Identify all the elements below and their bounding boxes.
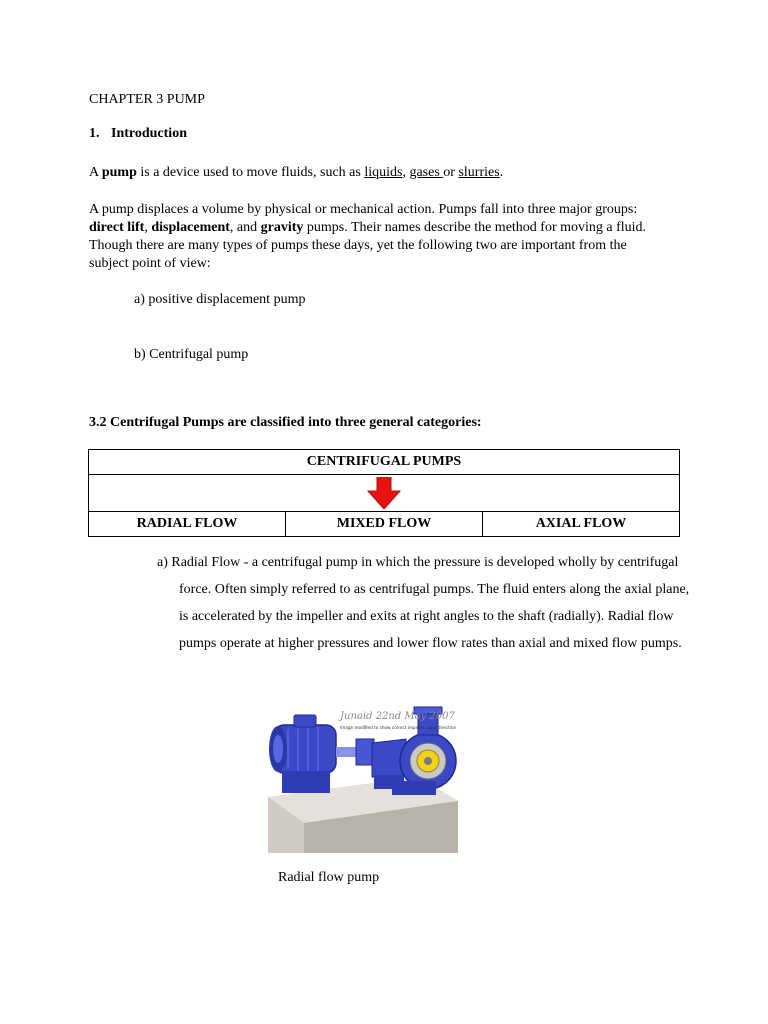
intro-heading [89,125,187,143]
image-watermark: Junaid 22nd May 2007 [340,711,455,722]
chapter-title: CHAPTER 3 PUMP [89,92,205,107]
term-gravity: gravity [260,220,304,235]
link-slurries[interactable]: slurries [458,165,500,180]
category-mixed-flow: MIXED FLOW [286,512,483,537]
link-gases[interactable]: gases [409,165,444,180]
term-displacement: displacement [151,220,230,235]
text-span: . [499,165,504,180]
table-categories-row [89,512,680,537]
intro-heading-text: Introduction [111,126,187,141]
radial-flow-pump-image [268,705,458,853]
list-item-positive-displacement: a) positive displacement pump [134,292,306,307]
text-span: , and [229,220,261,235]
radial-flow-description: a) Radial Flow - a centrifugal pump in which the pressure is developed wholly by centrifugal force. Often simply referred to as centrifugal pumps. The fluid enters along the axial plane, is accelerated by the impeller and exits at right angles to the shaft (radially). Radial flow pumps operate at higher pressures and lower flow rates than axial and mixed flow pumps. [157,555,690,651]
table-title: CENTRIFUGAL PUMPS [89,450,680,475]
text-span: , [402,165,410,180]
term-pump: pump [101,165,137,180]
classification-table [88,449,680,537]
category-axial-flow: AXIAL FLOW [483,512,680,537]
table-arrow-row [89,475,680,512]
list-item-centrifugal: b) Centrifugal pump [134,347,249,362]
text-span: pumps. Their names describe the method for moving a fluid. Though there are many types of pumps these days, yet the following two are important from the subject point of view: [89,220,647,271]
intro-paragraph-1 [89,164,503,182]
text-span: or [443,165,459,180]
figure-caption: Radial flow pump [278,870,380,885]
intro-paragraph-2 [89,201,661,273]
table-header-row [89,450,680,475]
down-arrow-icon [366,477,402,509]
pump-illustration [268,705,458,853]
intro-number: 1. [89,126,100,141]
section-heading: 3.2 Centrifugal Pumps are classified into three general categories: [89,415,482,430]
link-liquids[interactable]: liquids [364,165,403,180]
text-span: , [144,220,152,235]
image-note: Image modified to show correct impeller vane direction [340,725,457,730]
category-radial-flow: RADIAL FLOW [89,512,286,537]
arrow-cell [89,475,680,512]
text-span: A [89,165,102,180]
text-span: A pump displaces a volume by physical or mechanical action. Pumps fall into three major groups: [89,202,638,217]
term-direct-lift: direct lift [89,220,145,235]
text-span: is a device used to move fluids, such as [136,165,365,180]
